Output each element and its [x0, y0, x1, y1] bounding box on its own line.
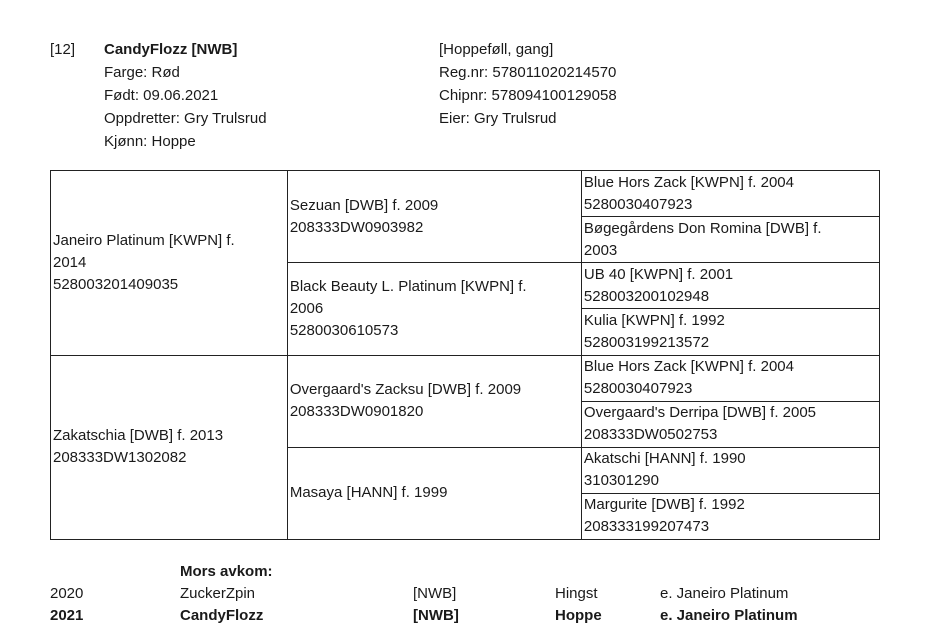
pedigree-sire-sire: Sezuan [DWB] f. 2009 208333DW0903982	[287, 171, 581, 263]
catalog-number	[50, 38, 75, 61]
pedigree-dsd: Overgaard's Derripa [DWB] f. 2005 208333DW0502753	[581, 401, 879, 447]
pedigree-sire: Janeiro Platinum [KWPN] f. 2014 528003201409035	[51, 171, 288, 356]
pedigree-dds: Akatschi [HANN] f. 1990 310301290	[581, 447, 879, 493]
horse-born: Født: 09.06.2021	[104, 87, 219, 104]
progeny-name: ZuckerZpin	[180, 585, 256, 602]
horse-sex: Kjønn: Hoppe	[104, 133, 196, 150]
pedigree-sire-dam: Black Beauty L. Platinum [KWPN] f. 2006 5280030610573	[287, 263, 581, 355]
horse-name: CandyFlozz [NWB]	[104, 41, 238, 58]
pedigree-sss: Blue Hors Zack [KWPN] f. 2004 5280030407923	[581, 171, 879, 217]
pedigree-ddd: Margurite [DWB] f. 1992 208333199207473	[581, 493, 879, 539]
horse-info-block	[104, 38, 267, 153]
progeny-row	[0, 585, 940, 607]
progeny-year: 2021	[50, 607, 84, 624]
progeny-sex: Hoppe	[555, 607, 602, 624]
pedigree-dam-dam: Masaya [HANN] f. 1999	[287, 447, 581, 539]
owner: Eier: Gry Trulsrud	[439, 110, 557, 127]
progeny-heading: Mors avkom:	[180, 563, 273, 580]
pedigree-dam: Zakatschia [DWB] f. 2013 208333DW1302082	[51, 355, 288, 540]
progeny-sire: e. Janeiro Platinum	[660, 607, 798, 624]
horse-breeder: Oppdretter: Gry Trulsrud	[104, 110, 267, 127]
chip-number: Chipnr: 578094100129058	[439, 87, 617, 104]
pedigree-sds: UB 40 [KWPN] f. 2001 528003200102948	[581, 263, 879, 309]
horse-color: Farge: Rød	[104, 64, 180, 81]
pedigree-dam-sire: Overgaard's Zacksu [DWB] f. 2009 208333DW0901820	[287, 355, 581, 447]
progeny-sire: e. Janeiro Platinum	[660, 585, 789, 602]
pedigree-sdd: Kulia [KWPN] f. 1992 528003199213572	[581, 309, 879, 355]
progeny-registry: [NWB]	[413, 585, 457, 602]
progeny-name: CandyFlozz	[180, 607, 264, 624]
pedigree-ssd: Bøgegårdens Don Romina [DWB] f. 2003	[581, 217, 879, 263]
pedigree-table	[50, 170, 880, 540]
progeny-row	[0, 607, 940, 629]
progeny-year: 2020	[50, 585, 84, 602]
progeny-sex: Hingst	[555, 585, 598, 602]
reg-number: Reg.nr: 578011020214570	[439, 64, 617, 81]
registration-block	[439, 38, 617, 130]
progeny-registry: [NWB]	[413, 607, 459, 624]
catalog-number-text: [12]	[50, 41, 76, 58]
pedigree-dss: Blue Hors Zack [KWPN] f. 2004 5280030407923	[581, 355, 879, 401]
horse-category: [Hoppeføll, gang]	[439, 41, 554, 58]
